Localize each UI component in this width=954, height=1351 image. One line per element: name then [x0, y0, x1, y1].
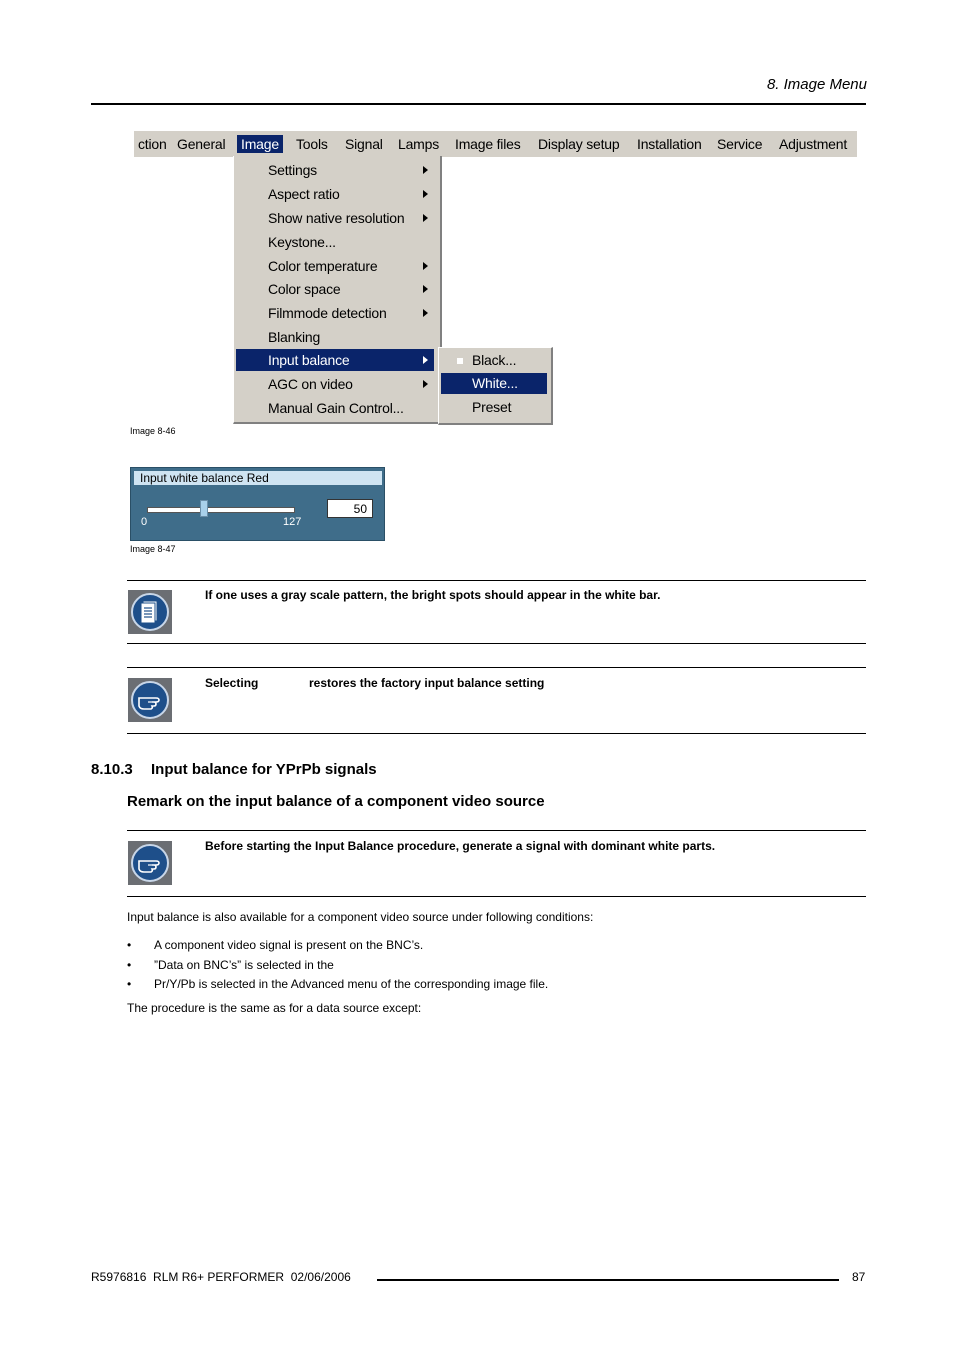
closing-paragraph: The procedure is the same as for a data source except: — [127, 1001, 422, 1015]
image-caption: Image 8-47 — [130, 544, 176, 554]
slider-max-label: 127 — [283, 516, 302, 528]
input-balance-submenu — [438, 347, 553, 425]
image-caption: Image 8-46 — [130, 426, 176, 436]
value-field[interactable]: 50 — [327, 499, 373, 518]
bullet-marker: • — [127, 958, 132, 972]
dropdown-item-input-balance[interactable]: Input balance — [236, 349, 434, 371]
bullet-marker: • — [127, 938, 132, 952]
dropdown-item-aspect-ratio[interactable]: Aspect ratio — [236, 183, 434, 205]
menu-item-general[interactable]: General — [177, 136, 226, 152]
submenu-arrow-icon — [423, 309, 428, 317]
submenu-item-preset[interactable]: Preset — [472, 399, 512, 415]
pointing-hand-icon — [128, 678, 172, 722]
subsection-title: Remark on the input balance of a component video source — [127, 793, 545, 810]
pointing-hand-icon — [128, 841, 172, 885]
header-rule — [91, 103, 866, 105]
tip-text-restores: restores the factory input balance setting — [309, 676, 545, 690]
submenu-item-white[interactable]: White... — [441, 373, 547, 394]
checkmark-icon — [457, 358, 463, 364]
dialog-title: Input white balance Red — [134, 471, 382, 485]
section-header: 8. Image Menu — [766, 76, 867, 93]
menu-item-function[interactable]: ction — [138, 136, 167, 152]
submenu-arrow-icon — [423, 285, 428, 293]
dropdown-item-blanking[interactable]: Blanking — [268, 329, 321, 345]
dropdown-item-filmmode-detection[interactable]: Filmmode detection — [236, 302, 434, 324]
menu-item-image[interactable]: Image — [237, 135, 283, 153]
submenu-arrow-icon — [423, 380, 428, 388]
footer-doc-info: R5976816 RLM R6+ PERFORMER 02/06/2006 — [91, 1270, 351, 1284]
submenu-arrow-icon — [423, 356, 428, 364]
dropdown-item-color-temperature[interactable]: Color temperature — [236, 255, 434, 277]
bullet-item: Pr/Y/Pb is selected in the Advanced menu of the corresponding image file. — [154, 977, 549, 991]
dropdown-item-settings[interactable]: Settings — [236, 159, 434, 181]
tip-text: Before starting the Input Balance procedure, generate a signal with dominant white parts. — [205, 839, 716, 853]
submenu-item-black[interactable]: Black... — [441, 350, 547, 371]
submenu-arrow-icon — [423, 214, 428, 222]
tip-top-rule — [127, 667, 866, 668]
menu-item-installation[interactable]: Installation — [637, 136, 702, 152]
dropdown-item-agc-on-video[interactable]: AGC on video — [236, 373, 434, 395]
menu-bar — [134, 131, 857, 157]
tip-bottom-rule — [127, 733, 866, 734]
dropdown-item-keystone[interactable]: Keystone... — [268, 234, 336, 250]
section-number: 8.10.3 — [91, 761, 133, 778]
menu-item-adjustment[interactable]: Adjustment — [779, 136, 848, 152]
tip-text-selecting: Selecting — [205, 676, 259, 690]
submenu-arrow-icon — [423, 166, 428, 174]
note-bottom-rule — [127, 643, 866, 644]
menu-item-lamps[interactable]: Lamps — [398, 136, 440, 152]
dropdown-item-color-space[interactable]: Color space — [236, 278, 434, 300]
dropdown-item-manual-gain-control[interactable]: Manual Gain Control... — [268, 400, 404, 416]
white-balance-dialog — [130, 467, 385, 541]
menu-item-signal[interactable]: Signal — [345, 136, 383, 152]
note-top-rule — [127, 580, 866, 581]
section-title: Input balance for YPrPb signals — [151, 761, 377, 778]
note-text: If one uses a gray scale pattern, the bright spots should appear in the white bar. — [205, 588, 661, 602]
slider-track[interactable] — [147, 507, 295, 513]
menu-item-image-files[interactable]: Image files — [455, 136, 521, 152]
tip-top-rule — [127, 830, 866, 831]
note-icon — [128, 590, 172, 634]
footer-rule — [377, 1279, 839, 1281]
dropdown-item-show-native-resolution[interactable]: Show native resolution — [236, 207, 434, 229]
menu-item-tools[interactable]: Tools — [296, 136, 328, 152]
bullet-marker: • — [127, 977, 132, 991]
tip-bottom-rule — [127, 896, 866, 897]
slider-min-label: 0 — [141, 516, 148, 528]
intro-paragraph: Input balance is also available for a component video source under following conditions: — [127, 910, 594, 924]
slider-thumb[interactable] — [200, 500, 208, 517]
bullet-item: ”Data on BNC’s” is selected in the — [154, 958, 334, 972]
page-number: 87 — [852, 1270, 866, 1284]
menu-item-service[interactable]: Service — [717, 136, 763, 152]
image-dropdown-menu — [233, 156, 442, 424]
submenu-arrow-icon — [423, 262, 428, 270]
menu-item-display-setup[interactable]: Display setup — [538, 136, 620, 152]
submenu-arrow-icon — [423, 190, 428, 198]
bullet-item: A component video signal is present on the BNC’s. — [154, 938, 424, 952]
